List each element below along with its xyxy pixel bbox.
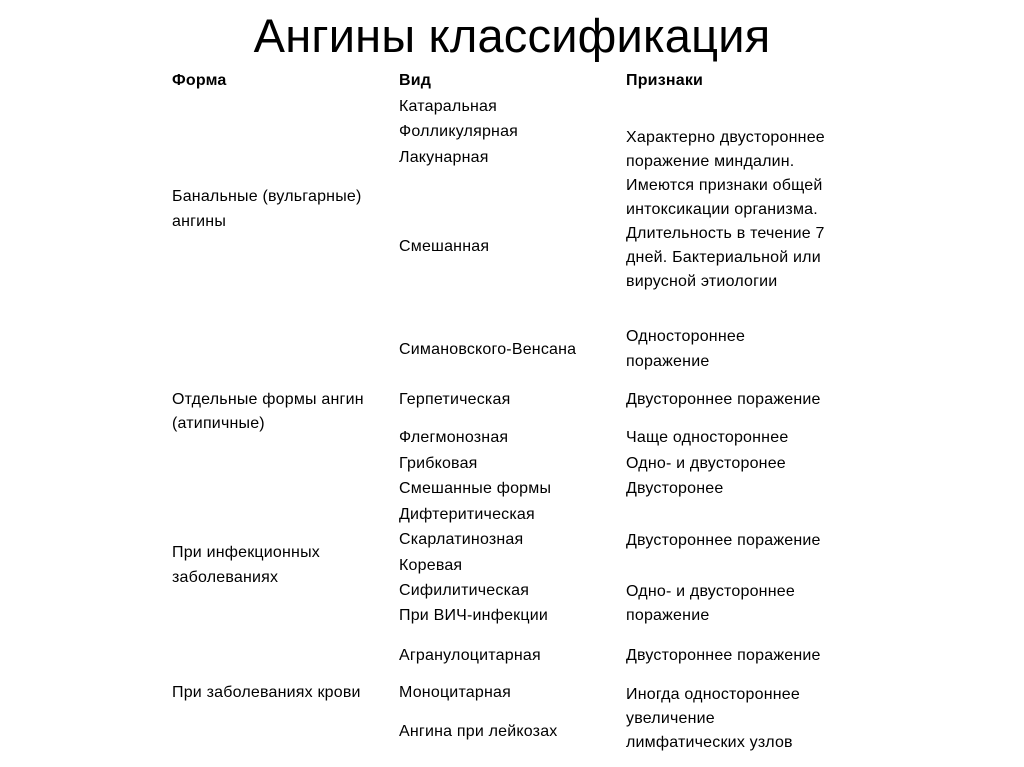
kind-follicular: Фолликулярная [399, 123, 519, 140]
kind-monocytic: Моноцитарная [399, 684, 511, 701]
signs-syphilitic-line1: Одно- и двустороннее [626, 583, 795, 600]
signs-monocytic-line2: увеличение [626, 710, 715, 727]
form-infectious-line2: заболеваниях [172, 569, 279, 586]
header-kind: Вид [399, 72, 432, 89]
form-atypical-line1: Отдельные формы ангин [172, 391, 364, 408]
kind-measles: Коревая [399, 557, 463, 574]
signs-monocytic-line1: Иногда одностороннее [626, 686, 800, 703]
kind-mixed: Смешанная [399, 238, 490, 255]
kind-syphilitic: Сифилитическая [399, 582, 530, 599]
form-blood: При заболеваниях крови [172, 684, 361, 701]
form-infectious-line1: При инфекционных [172, 544, 320, 561]
kind-agranulocytic: Агранулоцитарная [399, 647, 541, 664]
signs-monocytic-line3: лимфатических узлов [626, 734, 793, 751]
kind-hiv: При ВИЧ-инфекции [399, 607, 549, 624]
kind-mixed-forms: Смешанные формы [399, 480, 552, 497]
kind-phlegmonous: Флегмонозная [399, 429, 509, 446]
signs-banal-line2: поражение миндалин. [626, 153, 795, 170]
signs-mixed-forms: Двусторонее [626, 480, 724, 497]
signs-simanovsky-line1: Одностороннее [626, 328, 746, 345]
signs-banal-line3: Имеются признаки общей [626, 177, 823, 194]
form-banal-line1: Банальные (вульгарные) [172, 188, 362, 205]
form-atypical-line2: (атипичные) [172, 415, 265, 432]
form-banal-line2: ангины [172, 213, 227, 230]
kind-scarlatinal: Скарлатинозная [399, 531, 524, 548]
kind-lacunar: Лакунарная [399, 149, 489, 166]
page-title: Ангины классификация [253, 9, 771, 62]
signs-banal-line7: вирусной этиологии [626, 273, 778, 290]
signs-fungal: Одно- и двусторонее [626, 455, 786, 472]
signs-banal-line1: Характерно двустороннее [626, 129, 825, 146]
kind-fungal: Грибковая [399, 455, 478, 472]
header-signs: Признаки [626, 72, 704, 89]
signs-herpetic: Двустороннее поражение [626, 391, 821, 408]
header-form: Форма [172, 72, 227, 89]
signs-syphilitic-line2: поражение [626, 607, 710, 624]
kind-simanovsky: Симановского-Венсана [399, 341, 577, 358]
signs-banal-line4: интоксикации организма. [626, 201, 818, 218]
signs-scarlatinal: Двустороннее поражение [626, 532, 821, 549]
kind-herpetic: Герпетическая [399, 391, 511, 408]
signs-banal-line6: дней. Бактериальной или [626, 249, 821, 266]
signs-banal-line5: Длительность в течение 7 [626, 225, 825, 242]
kind-catarrhal: Катаральная [399, 98, 497, 115]
signs-phlegmonous: Чаще одностороннее [626, 429, 789, 446]
kind-leukemia: Ангина при лейкозах [399, 723, 558, 740]
kind-diphtheritic: Дифтеритическая [399, 506, 535, 523]
signs-agranulocytic: Двустороннее поражение [626, 647, 821, 664]
signs-simanovsky-line2: поражение [626, 353, 710, 370]
